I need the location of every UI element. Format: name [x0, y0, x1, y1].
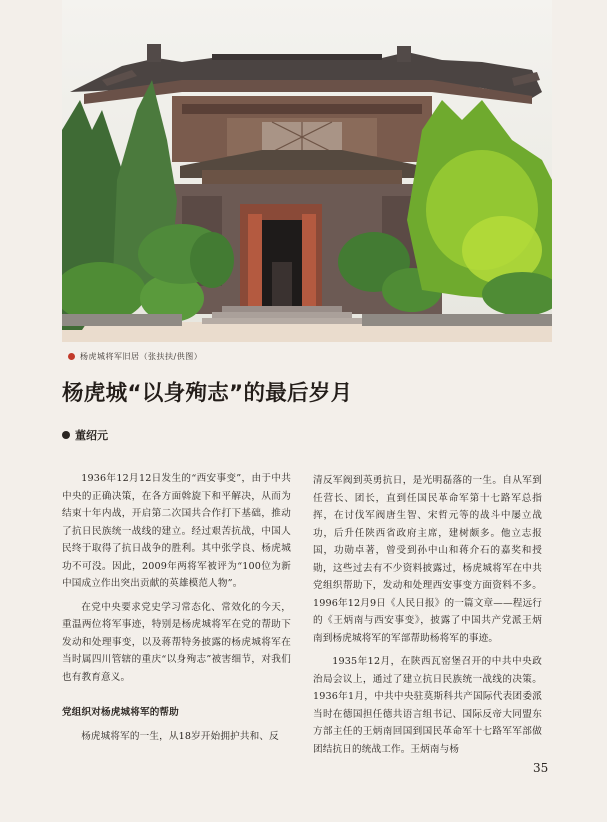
- paragraph: 清反军阀到英勇抗日，是光明磊落的一生。自从军到任营长、团长，直到任国民革命军第十七路军总指挥，在讨伐军阀唐生智、宋哲元等的战斗中屡立战功，后升任陕西省政府主席，建树颇多。他立志报国，功勋卓著，曾受到孙中山和蒋介石的嘉奖和授勋，这些过去有不少资料披露过，杨虎城将军在中共党组织帮助下，发动和处理西安事变方面资料不多。1996年12月9日《人民日报》的一篇文章——程远行的《王炳南与西安事变》，披露了中国共产党派王炳南到杨虎城将军的军部帮助杨将军的事迹。: [313, 475, 542, 644]
- paragraph: 在党中央要求党史学习常态化、常效化的今天，重温两位将军事迹，特别是杨虎城将军在党的帮助下发动和处理事变，以及蒋帮特务披露的杨虎城将军在当时属四川管辖的重庆“以身殉志”被害细节，对我们也有教育意义。: [62, 601, 291, 683]
- author-line: [62, 427, 108, 443]
- author-bullet-icon: [62, 431, 70, 439]
- caption-text: 杨虎城将军旧居（张扶扶/供图）: [80, 352, 203, 361]
- page-number: 35: [533, 761, 549, 775]
- caption-bullet-icon: [68, 353, 75, 360]
- author-name: 董绍元: [75, 429, 108, 442]
- paragraph: 杨虎城将军的一生，从18岁开始拥护共和、反: [81, 730, 279, 742]
- section-subheading: 党组织对杨虎城将军的帮助: [62, 707, 179, 718]
- building-photo: [62, 0, 552, 342]
- paragraph: 1935年12月，在陕西瓦窑堡召开的中共中央政治局会议上，通过了建立抗日民族统一战线的决策。1936年1月，中共中央驻莫斯科共产国际代表团委派当时在德国担任德共语言组书记、国际反帝大同盟东方部主任的王炳南回国到国民革命军十七路军军部做团结抗日的统战工作。王炳南与杨: [313, 656, 542, 755]
- article-title: 杨虎城“以身殉志”的最后岁月: [62, 381, 353, 406]
- left-column: [62, 470, 291, 745]
- paragraph: 1936年12月12日发生的“西安事变”，由于中共中央的正确决策，在各方面斡旋下和平解决，从而为结束十年内战，开启第二次国共合作打下基础，推动了抗日民族统一战线的建立。经过艰苦抗战，中国人民终于取得了抗日战争的胜利。其中张学良、杨虎城功不可没。因此，2009年两将军被评为“100位为新中国成立作出突出贡献的英雄模范人物”。: [62, 473, 291, 589]
- photo-caption: [68, 351, 202, 362]
- right-column: [313, 472, 542, 758]
